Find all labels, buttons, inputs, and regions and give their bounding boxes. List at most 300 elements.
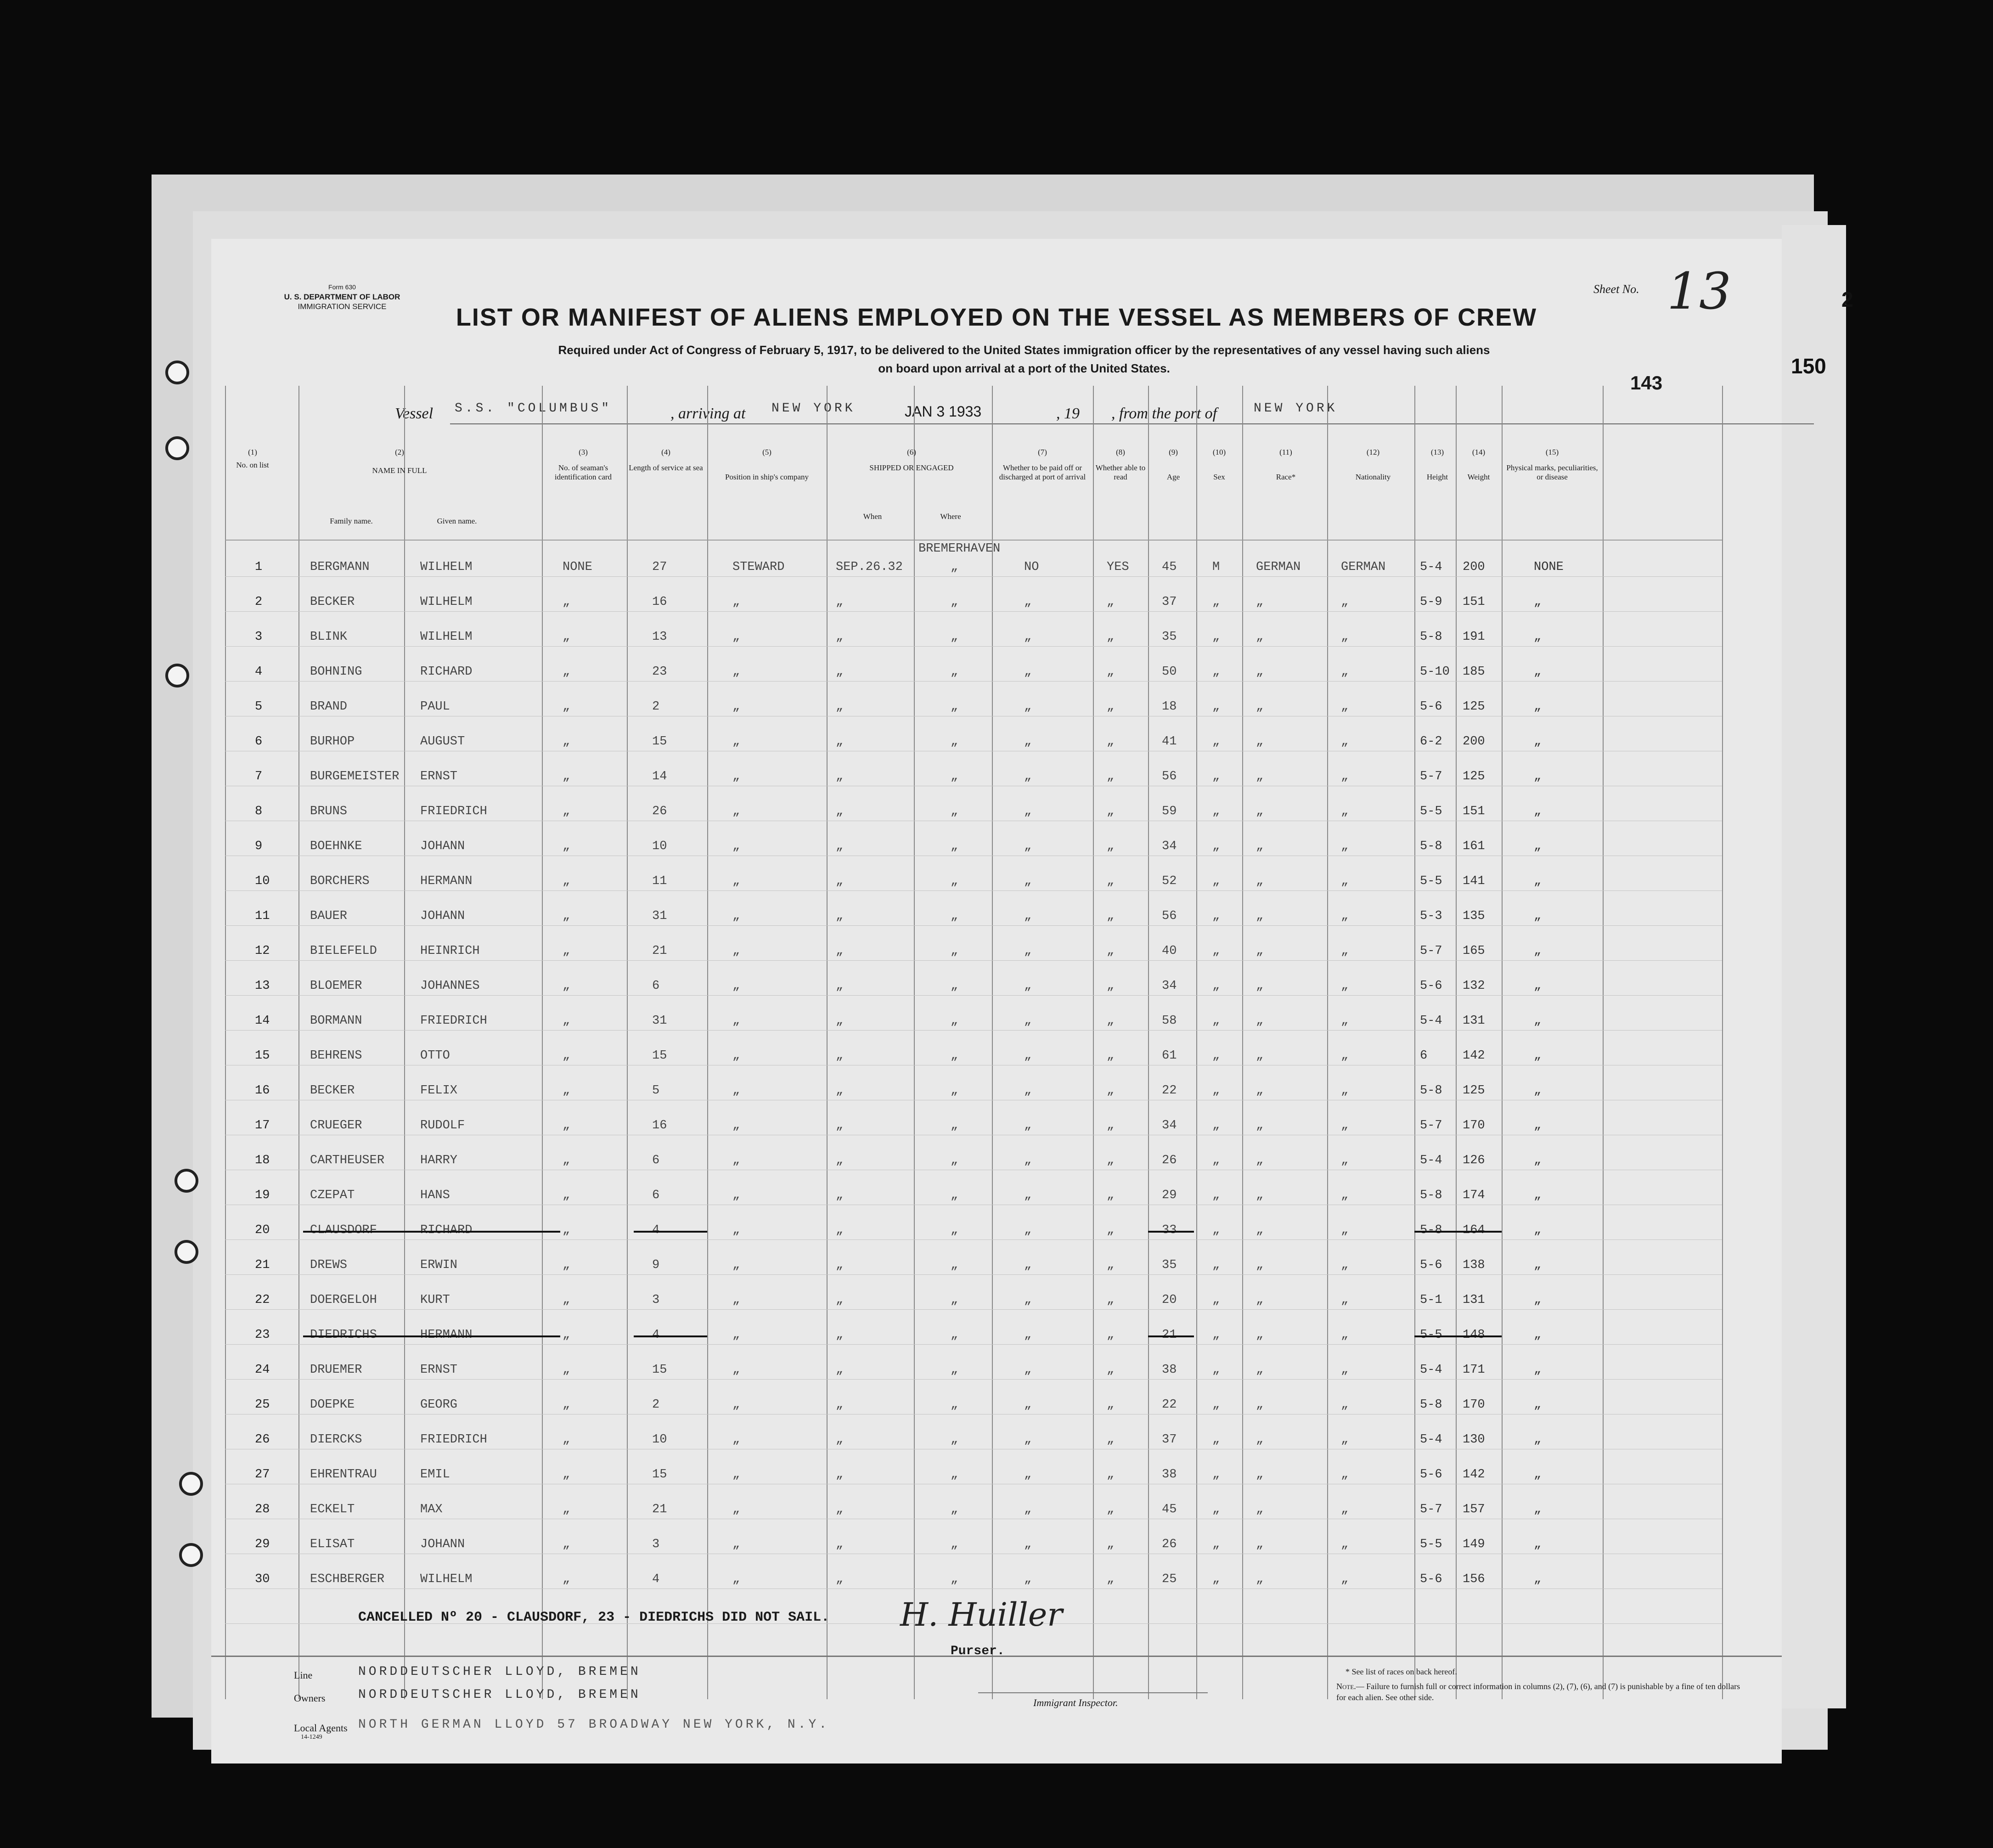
line-label: Line (294, 1669, 313, 1681)
row-number: 7 (255, 770, 263, 783)
weight: 132 (1463, 979, 1485, 993)
weight: 170 (1463, 1119, 1485, 1132)
family-name: CLAUSDORF (310, 1223, 377, 1237)
race: „ (1256, 735, 1264, 749)
weight: 142 (1463, 1049, 1485, 1063)
position: „ (732, 1084, 740, 1098)
service-length: 15 (652, 1363, 667, 1377)
service-length: 4 (652, 1572, 660, 1586)
grid-column-rule (627, 386, 628, 1699)
physical-marks: „ (1534, 979, 1542, 993)
paid-off: „ (1024, 1084, 1032, 1098)
row-number: 26 (255, 1433, 270, 1447)
family-name: DOERGELOH (310, 1293, 377, 1307)
weight: 130 (1463, 1433, 1485, 1447)
service-length: 15 (652, 735, 667, 749)
sex: „ (1212, 1084, 1220, 1098)
weight: 191 (1463, 630, 1485, 644)
physical-marks: „ (1534, 874, 1542, 888)
able-to-read: „ (1107, 1154, 1115, 1167)
age: 33 (1162, 1223, 1177, 1237)
able-to-read: „ (1107, 1503, 1115, 1516)
race: „ (1256, 1189, 1264, 1202)
service-length: 16 (652, 595, 667, 609)
shipped-where: „ (951, 700, 958, 714)
page-title: LIST OR MANIFEST OF ALIENS EMPLOYED ON THE VESSEL AS MEMBERS OF CREW (456, 304, 1537, 331)
shipped-when: „ (836, 630, 844, 644)
shipped-when: „ (836, 1433, 844, 1447)
manifest-page (211, 239, 1782, 1763)
position: „ (732, 1223, 740, 1237)
family-name: BORMANN (310, 1014, 362, 1028)
from-port: NEW YORK (1254, 401, 1338, 416)
able-to-read: „ (1107, 805, 1115, 818)
id-card: „ (563, 1223, 570, 1237)
service-length: 13 (652, 630, 667, 644)
shipped-when: „ (836, 1119, 844, 1132)
height: 5-4 (1420, 1014, 1442, 1028)
family-name: CARTHEUSER (310, 1154, 385, 1167)
given-name: KURT (420, 1293, 450, 1307)
physical-marks: „ (1534, 944, 1542, 958)
col2-header: (2) NAME IN FULL (372, 448, 427, 475)
able-to-read: „ (1107, 1572, 1115, 1586)
shipped-when: „ (836, 1328, 844, 1342)
id-card: „ (563, 1363, 570, 1377)
family-name: BRUNS (310, 805, 348, 818)
age: 45 (1162, 1503, 1177, 1516)
cancel-strike (634, 1335, 707, 1337)
able-to-read: „ (1107, 630, 1115, 644)
physical-marks: „ (1534, 1154, 1542, 1167)
paid-off: „ (1024, 1223, 1032, 1237)
service-length: 3 (652, 1538, 660, 1551)
sex: „ (1212, 839, 1220, 853)
family-name: BERGMANN (310, 560, 370, 574)
nationality: „ (1341, 1468, 1349, 1482)
purser-label: Purser. (951, 1644, 1005, 1658)
family-name: EHRENTRAU (310, 1468, 377, 1482)
row-rule (225, 890, 1722, 891)
paid-off: „ (1024, 1014, 1032, 1028)
id-card: „ (563, 1119, 570, 1132)
physical-marks: „ (1534, 595, 1542, 609)
height: 5-7 (1420, 1503, 1442, 1516)
race: „ (1256, 839, 1264, 853)
position: „ (732, 1014, 740, 1028)
year-label: , 19 (1056, 405, 1080, 422)
id-card: „ (563, 874, 570, 888)
binder-hole (165, 361, 189, 384)
col3-header: (3) No. of seaman's identification card (554, 448, 612, 481)
row-number: 29 (255, 1538, 270, 1551)
shipped-where: „ (951, 1189, 958, 1202)
service-length: 6 (652, 1154, 660, 1167)
sex: „ (1212, 979, 1220, 993)
physical-marks: „ (1534, 1398, 1542, 1412)
shipped-where: „ (951, 1084, 958, 1098)
family-name: BURGEMEISTER (310, 770, 400, 783)
id-card: „ (563, 595, 570, 609)
position: „ (732, 595, 740, 609)
position: „ (732, 909, 740, 923)
family-name: DREWS (310, 1258, 348, 1272)
sex: „ (1212, 665, 1220, 679)
grid-column-rule (1414, 386, 1415, 1699)
sex: „ (1212, 805, 1220, 818)
nationality: „ (1341, 1223, 1349, 1237)
id-card: „ (563, 979, 570, 993)
age: 45 (1162, 560, 1177, 574)
page-subtitle (395, 341, 1653, 377)
service-length: 15 (652, 1049, 667, 1063)
id-card: NONE (563, 560, 592, 574)
row-number: 24 (255, 1363, 270, 1377)
shipped-where-ditto: „ (951, 560, 958, 574)
shipped-when: „ (836, 770, 844, 783)
age: 26 (1162, 1154, 1177, 1167)
nationality: „ (1341, 1433, 1349, 1447)
race: „ (1256, 909, 1264, 923)
shipped-where: „ (951, 979, 958, 993)
race: „ (1256, 595, 1264, 609)
race: „ (1256, 1363, 1264, 1377)
row-rule (225, 995, 1722, 996)
row-rule (225, 611, 1722, 612)
nationality: „ (1341, 1503, 1349, 1516)
grid-column-rule (1456, 386, 1457, 1699)
service-length: 26 (652, 805, 667, 818)
shipped-when: „ (836, 1468, 844, 1482)
paid-off: „ (1024, 1538, 1032, 1551)
subtitle-line-2: on board upon arrival at a port of the United States. (878, 361, 1170, 375)
position: „ (732, 1363, 740, 1377)
family-name: DIERCKS (310, 1433, 362, 1447)
family-name: BLINK (310, 630, 348, 644)
weight: 148 (1463, 1328, 1485, 1342)
height: 5-6 (1420, 700, 1442, 714)
service-length: 6 (652, 979, 660, 993)
sex: „ (1212, 1154, 1220, 1167)
col11-header: (11) Race* (1276, 448, 1296, 481)
family-name: BECKER (310, 595, 355, 609)
note-label: Note. (1336, 1682, 1356, 1691)
shipped-when: „ (836, 1258, 844, 1272)
position: „ (732, 1328, 740, 1342)
shipped-where: „ (951, 630, 958, 644)
age: 56 (1162, 770, 1177, 783)
id-card: „ (563, 665, 570, 679)
given-name: WILHELM (420, 560, 473, 574)
row-rule (225, 646, 1722, 647)
row-number: 17 (255, 1119, 270, 1132)
height: 6-2 (1420, 735, 1442, 749)
col1-header: (1) No. on list (236, 448, 269, 469)
binder-hole (179, 1543, 203, 1567)
service-length: 4 (652, 1223, 660, 1237)
weight: 174 (1463, 1189, 1485, 1202)
shipped-where: „ (951, 735, 958, 749)
family-name: BURHOP (310, 735, 355, 749)
nationality: „ (1341, 1363, 1349, 1377)
grid-column-rule (1502, 386, 1503, 1699)
vessel-name: S.S. "COLUMBUS" (455, 401, 612, 416)
shipped-where: „ (951, 1503, 958, 1516)
race: „ (1256, 630, 1264, 644)
service-length: 31 (652, 909, 667, 923)
position: „ (732, 1538, 740, 1551)
vessel-label: Vessel (395, 405, 434, 422)
penalty-note (1336, 1681, 1750, 1703)
height: 6 (1420, 1049, 1428, 1063)
id-card: „ (563, 1503, 570, 1516)
service-length: 11 (652, 874, 667, 888)
paid-off: „ (1024, 630, 1032, 644)
physical-marks: „ (1534, 735, 1542, 749)
able-to-read: „ (1107, 1433, 1115, 1447)
paid-off: „ (1024, 1258, 1032, 1272)
nationality: GERMAN (1341, 560, 1386, 574)
weight: 161 (1463, 839, 1485, 853)
age: 25 (1162, 1572, 1177, 1586)
age: 58 (1162, 1014, 1177, 1028)
cancel-strike (634, 1231, 707, 1233)
row-number: 14 (255, 1014, 270, 1028)
given-name: AUGUST (420, 735, 465, 749)
sex: „ (1212, 1119, 1220, 1132)
sex: „ (1212, 944, 1220, 958)
row-number: 3 (255, 630, 263, 644)
grid-column-rule (1327, 386, 1328, 1699)
age: 18 (1162, 700, 1177, 714)
race: „ (1256, 1049, 1264, 1063)
given-name: JOHANN (420, 839, 465, 853)
service-length: 2 (652, 700, 660, 714)
weight: 151 (1463, 595, 1485, 609)
shipped-where: „ (951, 665, 958, 679)
grid-column-rule (1093, 386, 1094, 1699)
family-name: ECKELT (310, 1503, 355, 1516)
physical-marks: „ (1534, 1538, 1542, 1551)
nationality: „ (1341, 979, 1349, 993)
age: 35 (1162, 1258, 1177, 1272)
physical-marks: „ (1534, 1014, 1542, 1028)
family-name: BORCHERS (310, 874, 370, 888)
weight: 142 (1463, 1468, 1485, 1482)
shipped-where: „ (951, 770, 958, 783)
weight: 126 (1463, 1154, 1485, 1167)
service-length: 21 (652, 944, 667, 958)
family-name: BECKER (310, 1084, 355, 1098)
nationality: „ (1341, 839, 1349, 853)
age: 21 (1162, 1328, 1177, 1342)
agents-code: 14-1249 (301, 1734, 322, 1741)
weight: 141 (1463, 874, 1485, 888)
service-name: IMMIGRATION SERVICE (298, 302, 387, 311)
shipped-when: SEP.26.32 (836, 560, 903, 574)
age: 37 (1162, 1433, 1177, 1447)
height: 5-8 (1420, 839, 1442, 853)
shipped-when: „ (836, 1503, 844, 1516)
where-header: Where (940, 512, 961, 521)
physical-marks: „ (1534, 1084, 1542, 1098)
nationality: „ (1341, 735, 1349, 749)
height: 5-6 (1420, 1572, 1442, 1586)
race: „ (1256, 1328, 1264, 1342)
race: „ (1256, 1503, 1264, 1516)
given-name: PAUL (420, 700, 450, 714)
cancel-strike (303, 1231, 560, 1233)
sex: „ (1212, 1223, 1220, 1237)
weight: 164 (1463, 1223, 1485, 1237)
nationality: „ (1341, 630, 1349, 644)
nationality: „ (1341, 1189, 1349, 1202)
row-number: 19 (255, 1189, 270, 1202)
sex: „ (1212, 1363, 1220, 1377)
shipped-when: „ (836, 595, 844, 609)
paid-off: „ (1024, 665, 1032, 679)
shipped-where: „ (951, 1328, 958, 1342)
shipped-when: „ (836, 909, 844, 923)
race: „ (1256, 1258, 1264, 1272)
sex: „ (1212, 1258, 1220, 1272)
col5-header: (5) Position in ship's company (725, 448, 809, 481)
position: „ (732, 630, 740, 644)
id-card: „ (563, 1468, 570, 1482)
sex: „ (1212, 1293, 1220, 1307)
line-value: NORDDEUTSCHER LLOYD, BREMEN (358, 1665, 641, 1679)
nationality: „ (1341, 1538, 1349, 1551)
row-number: 18 (255, 1154, 270, 1167)
able-to-read: „ (1107, 979, 1115, 993)
given-name: RUDOLF (420, 1119, 465, 1132)
shipped-where: „ (951, 1433, 958, 1447)
family-name: BOHNING (310, 665, 362, 679)
paid-off: „ (1024, 1189, 1032, 1202)
able-to-read: „ (1107, 1014, 1115, 1028)
sex: „ (1212, 1503, 1220, 1516)
physical-marks: „ (1534, 1363, 1542, 1377)
able-to-read: „ (1107, 944, 1115, 958)
row-number: 2 (255, 595, 263, 609)
shipped-where: „ (951, 1398, 958, 1412)
id-card: „ (563, 1398, 570, 1412)
nationality: „ (1341, 1119, 1349, 1132)
inspector-line (978, 1692, 1208, 1693)
binder-hole (175, 1240, 198, 1264)
shipped-when: „ (836, 1154, 844, 1167)
age: 56 (1162, 909, 1177, 923)
row-number: 9 (255, 839, 263, 853)
sex: „ (1212, 700, 1220, 714)
given-name: OTTO (420, 1049, 450, 1063)
given-name: HERMANN (420, 874, 473, 888)
id-card: „ (563, 1258, 570, 1272)
able-to-read: „ (1107, 735, 1115, 749)
height: 5-4 (1420, 1433, 1442, 1447)
given-name: JOHANN (420, 909, 465, 923)
vessel-underline (450, 423, 1814, 424)
grid-column-rule (1196, 386, 1197, 1699)
shipped-when: „ (836, 735, 844, 749)
shipped-when: „ (836, 1363, 844, 1377)
family-name: CRUEGER (310, 1119, 362, 1132)
weight: 125 (1463, 1084, 1485, 1098)
physical-marks: „ (1534, 1223, 1542, 1237)
shipped-when: „ (836, 1223, 844, 1237)
row-number: 25 (255, 1398, 270, 1412)
given-name-header: Given name. (437, 517, 477, 525)
able-to-read: „ (1107, 1223, 1115, 1237)
shipped-where: „ (951, 1119, 958, 1132)
age: 41 (1162, 735, 1177, 749)
paid-off: „ (1024, 700, 1032, 714)
shipped-where: „ (951, 1468, 958, 1482)
id-card: „ (563, 909, 570, 923)
able-to-read: „ (1107, 1258, 1115, 1272)
form-number: Form 630 (328, 283, 356, 291)
age: 20 (1162, 1293, 1177, 1307)
able-to-read: „ (1107, 1468, 1115, 1482)
cancel-strike (1414, 1335, 1502, 1337)
from-label: , from the port of (1111, 405, 1217, 422)
height: 5-1 (1420, 1293, 1442, 1307)
owners-label: Owners (294, 1692, 326, 1704)
shipped-where: „ (951, 805, 958, 818)
age: 34 (1162, 839, 1177, 853)
position: STEWARD (732, 560, 785, 574)
row-rule (225, 1379, 1722, 1380)
service-length: 14 (652, 770, 667, 783)
position: „ (732, 1189, 740, 1202)
cancel-strike (1148, 1231, 1194, 1233)
given-name: GEORG (420, 1398, 458, 1412)
id-card: „ (563, 805, 570, 818)
id-card: „ (563, 944, 570, 958)
race: „ (1256, 1084, 1264, 1098)
position: „ (732, 1258, 740, 1272)
sheet-number: 13 (1667, 262, 1731, 321)
given-name: FELIX (420, 1084, 458, 1098)
row-number: 8 (255, 805, 263, 818)
paid-off: „ (1024, 944, 1032, 958)
physical-marks: „ (1534, 700, 1542, 714)
race: GERMAN (1256, 560, 1301, 574)
shipped-when: „ (836, 1572, 844, 1586)
paid-off: „ (1024, 805, 1032, 818)
id-card: „ (563, 1572, 570, 1586)
when-header: When (863, 512, 882, 521)
race: „ (1256, 665, 1264, 679)
height: 5-4 (1420, 1363, 1442, 1377)
nationality: „ (1341, 1154, 1349, 1167)
weight: 156 (1463, 1572, 1485, 1586)
physical-marks: „ (1534, 1468, 1542, 1482)
col13-header: (13) Height (1426, 448, 1448, 481)
paid-off: „ (1024, 1433, 1032, 1447)
race: „ (1256, 1014, 1264, 1028)
shipped-when: „ (836, 1293, 844, 1307)
paid-off: „ (1024, 1503, 1032, 1516)
weight: 165 (1463, 944, 1485, 958)
id-card: „ (563, 735, 570, 749)
nationality: „ (1341, 1049, 1349, 1063)
height: 5-4 (1420, 1154, 1442, 1167)
service-length: 16 (652, 1119, 667, 1132)
cancel-strike (303, 1335, 560, 1337)
nationality: „ (1341, 1258, 1349, 1272)
note-text: — Failure to furnish full or correct information in columns (2), (7), (6), and (7) is punishable by a fine of ten dollars for each alien. See other side. (1336, 1682, 1740, 1702)
